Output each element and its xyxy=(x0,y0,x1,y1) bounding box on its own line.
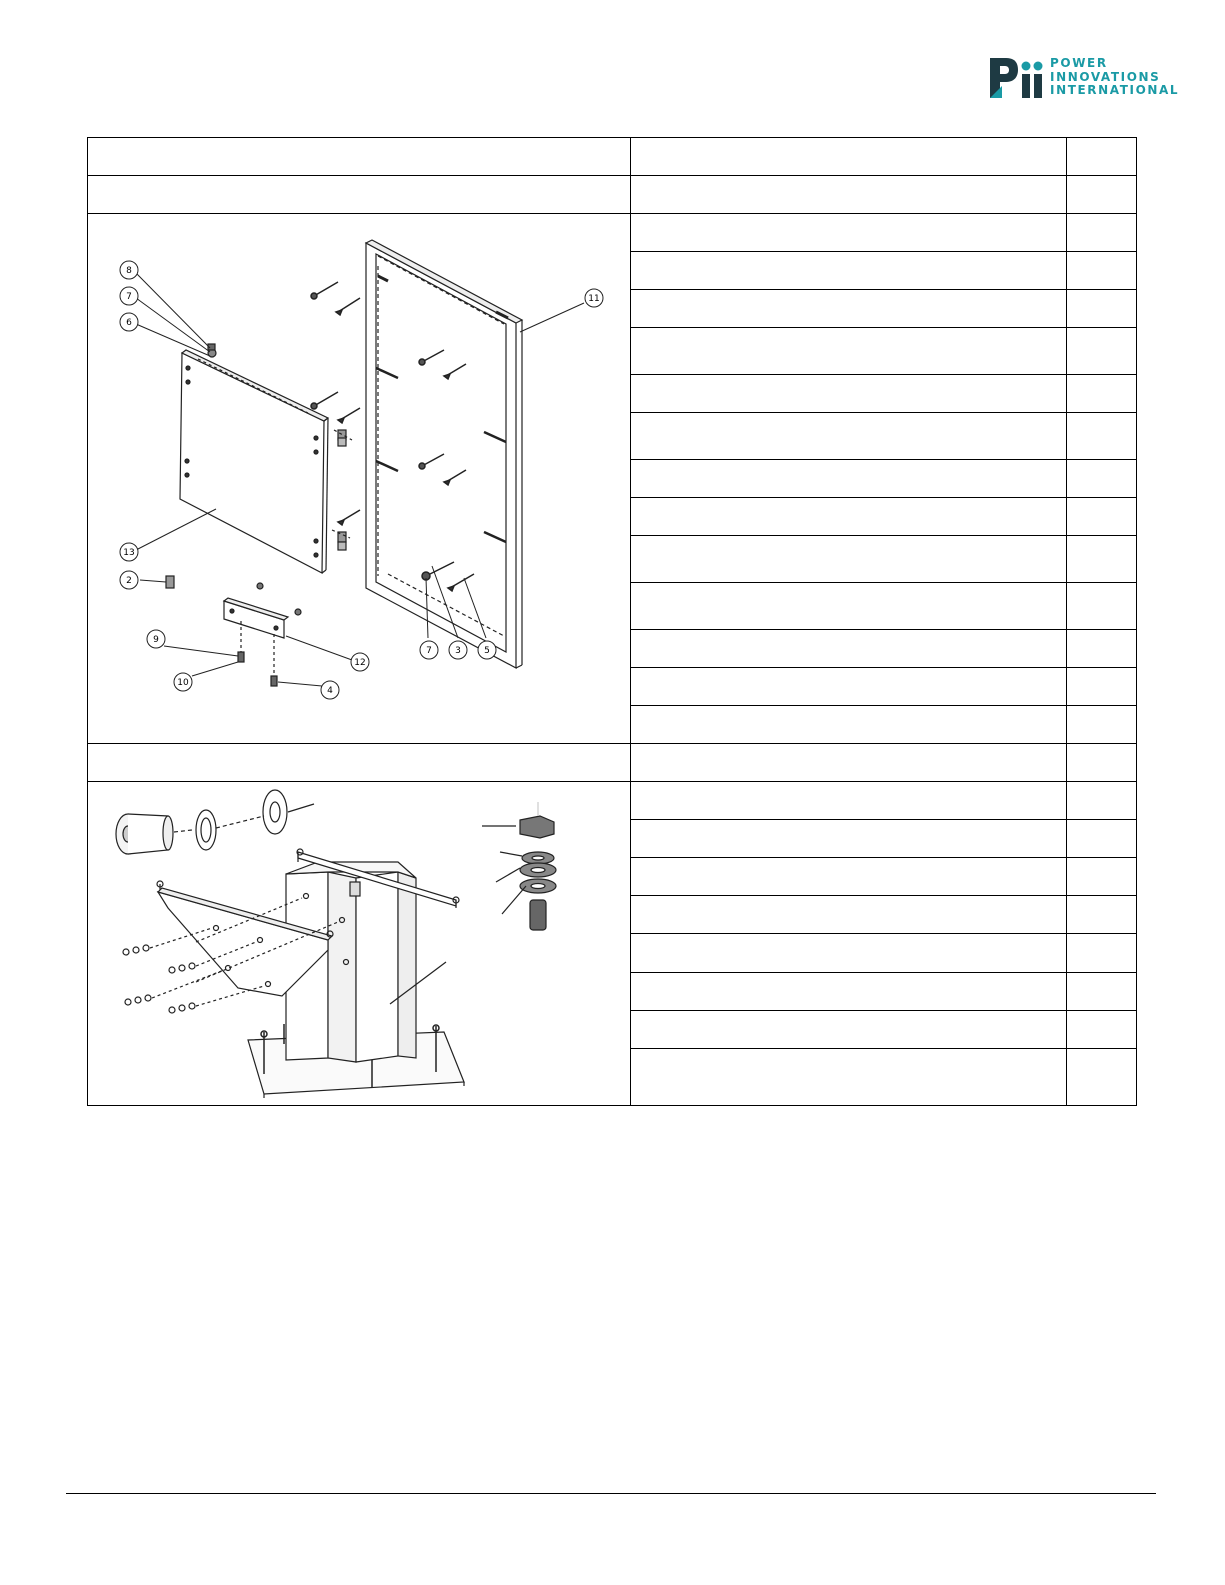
table-cell xyxy=(631,1010,1067,1048)
exploded-view-figure-1 xyxy=(88,214,631,744)
svg-text:8: 8 xyxy=(126,265,132,276)
table-cell xyxy=(631,252,1067,290)
table-cell xyxy=(1067,583,1137,630)
callout-12 xyxy=(351,653,369,671)
svg-text:6: 6 xyxy=(126,317,132,328)
table-cell xyxy=(1067,896,1137,934)
table-cell xyxy=(1067,375,1137,413)
table-cell xyxy=(631,138,1067,176)
table-cell xyxy=(631,972,1067,1010)
callout-13 xyxy=(120,543,138,561)
svg-text:10: 10 xyxy=(177,677,189,688)
table-row xyxy=(88,744,1137,782)
table-cell xyxy=(631,290,1067,328)
panel-assembly-drawing xyxy=(88,216,629,742)
table-cell xyxy=(1067,498,1137,536)
svg-text:7: 7 xyxy=(426,645,432,656)
svg-text:13: 13 xyxy=(123,547,135,558)
table-cell xyxy=(631,934,1067,972)
table-cell xyxy=(1067,290,1137,328)
table-cell xyxy=(631,375,1067,413)
table-cell xyxy=(88,138,631,176)
table-cell xyxy=(631,744,1067,782)
callout-2 xyxy=(120,571,138,589)
table-cell xyxy=(631,583,1067,630)
table-cell xyxy=(1067,630,1137,668)
exploded-view-figure-2 xyxy=(88,782,631,1106)
callout-7b xyxy=(420,641,438,659)
callout-7 xyxy=(120,287,138,305)
callout-11 xyxy=(585,289,603,307)
table-cell xyxy=(1067,820,1137,858)
callout-10 xyxy=(174,673,192,691)
table-cell xyxy=(631,1048,1067,1105)
table-cell xyxy=(1067,413,1137,460)
table-cell xyxy=(1067,328,1137,375)
callout-8 xyxy=(120,261,138,279)
svg-text:4: 4 xyxy=(327,685,333,696)
table-header-row xyxy=(88,138,1137,176)
table-cell xyxy=(631,176,1067,214)
table-row xyxy=(88,782,1137,820)
table-cell xyxy=(1067,858,1137,896)
callout-5 xyxy=(478,641,496,659)
svg-text:7: 7 xyxy=(126,291,132,302)
svg-text:2: 2 xyxy=(126,575,132,586)
table-cell xyxy=(631,668,1067,706)
table-cell xyxy=(631,782,1067,820)
table-cell xyxy=(631,214,1067,252)
svg-text:5: 5 xyxy=(484,645,490,656)
table-cell xyxy=(1067,138,1137,176)
parts-table xyxy=(87,137,1137,1106)
table-cell xyxy=(88,744,631,782)
table-cell xyxy=(1067,934,1137,972)
callout-6 xyxy=(120,313,138,331)
svg-text:3: 3 xyxy=(455,645,461,656)
table-cell xyxy=(1067,536,1137,583)
pedestal-stand-drawing xyxy=(88,782,629,1105)
footer-divider xyxy=(66,1493,1156,1494)
table-cell xyxy=(631,896,1067,934)
table-row xyxy=(88,214,1137,252)
table-cell xyxy=(1067,460,1137,498)
table-cell xyxy=(1067,1010,1137,1048)
table-row xyxy=(88,176,1137,214)
table-cell xyxy=(1067,252,1137,290)
table-cell xyxy=(88,176,631,214)
table-cell xyxy=(631,460,1067,498)
svg-text:12: 12 xyxy=(354,657,366,668)
svg-text:11: 11 xyxy=(588,293,600,304)
table-cell xyxy=(1067,214,1137,252)
pii-logo-mark xyxy=(988,56,1048,100)
table-cell xyxy=(631,536,1067,583)
table-cell xyxy=(1067,782,1137,820)
callout-4 xyxy=(321,681,339,699)
table-cell xyxy=(631,630,1067,668)
table-cell xyxy=(631,413,1067,460)
table-cell xyxy=(631,858,1067,896)
table-cell xyxy=(1067,972,1137,1010)
svg-text:9: 9 xyxy=(153,634,159,645)
table-cell xyxy=(631,706,1067,744)
table-cell xyxy=(631,820,1067,858)
table-cell xyxy=(1067,706,1137,744)
table-cell xyxy=(1067,744,1137,782)
table-cell xyxy=(1067,1048,1137,1105)
callout-3 xyxy=(449,641,467,659)
callout-9 xyxy=(147,630,165,648)
table-cell xyxy=(1067,176,1137,214)
company-logo xyxy=(988,56,1180,100)
table-cell xyxy=(631,328,1067,375)
table-cell xyxy=(1067,668,1137,706)
logo-wordmark: POWER INNOVATIONS INTERNATIONAL xyxy=(1050,56,1180,97)
table-cell xyxy=(631,498,1067,536)
